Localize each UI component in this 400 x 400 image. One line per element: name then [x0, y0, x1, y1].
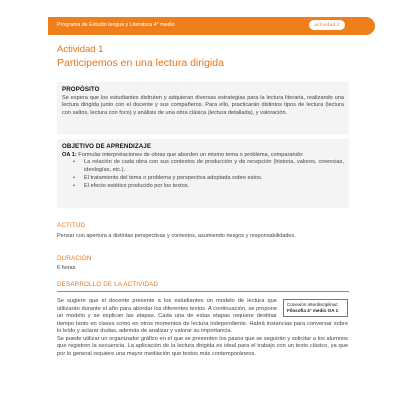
activity-number: Actividad 1	[57, 44, 104, 55]
proposito-text: Se espera que los estudiantes disfruten y adquieran diversas estrategias para la lectura literaria, realizando una lectura dirigida junto con el docente y sus compañeros. Para ello, practicarán distintos tipos de lectura (lectura con saltos, lectura con foco) y análisis de una obra clásica (lectura detallada), y valoración.	[62, 94, 344, 117]
section-divider	[57, 291, 349, 292]
desarrollo-body	[57, 298, 348, 358]
desarrollo-paragraph: Se puede utilizar un organizador gráfico en el que se presenten los pasos que se seguirán y solicitar a los alumnos que registren la secuencia. La aplicación de la lectura dirigida es ideal para el trabajo con un texto clásico, ya que por lo general requiere una mayor mediación que textos más contemporáneos.	[57, 335, 348, 357]
oa-text: Formular interpretaciones de obras que aborden un mismo tema o problema, comparando:	[78, 151, 304, 158]
page-header	[0, 0, 400, 40]
oa-item: • La relación de cada obra con sus contextos de producción y de recepción (historia, valores, creencias, ideologías, etc.).	[84, 159, 344, 175]
duracion-text: 6 horas	[57, 265, 76, 271]
oa-item: • El tratamiento del tema o problema y perspectiva adoptada sobre estos.	[84, 175, 344, 183]
oa-item: • El efecto estético producido por los textos.	[84, 183, 344, 191]
duracion-heading: DURACIÓN	[57, 255, 92, 262]
interdisciplinary-value: Filosofía 4° medio OA 1	[287, 308, 339, 313]
activity-title: Participemos en una lectura dirigida	[57, 57, 224, 69]
proposito-heading: PROPÓSITO	[62, 86, 100, 93]
oa-list	[62, 159, 344, 190]
program-title: Programa de Estudio lengua y Literatura 4° medio	[57, 22, 175, 28]
objetivo-heading: OBJETIVO DE APRENDIZAJE	[62, 143, 152, 150]
objetivo-box	[57, 139, 349, 208]
desarrollo-heading: DESARROLLO DE LA ACTIVIDAD	[57, 281, 159, 288]
interdisciplinary-label: Conexión interdisciplinar:	[287, 302, 339, 307]
interdisciplinary-box	[283, 299, 348, 317]
desarrollo-paragraph: Se sugiere que el docente presente a los estudiantes un modelo de lectura que utilizarán durante el año para abordar los diferentes textos. A continuación, se propone un modelo y se explican las etapas. Cada una de estas etapas requiere destinar tiempo tanto en clases como en otros momentos de lectura independiente. Habrá instancias para conversar sobre lo leído y aclarar dudas, además de analizar y valorar su importancia.	[57, 298, 348, 334]
actitud-text: Pensar con apertura a distintas perspectivas y contextos, asumiendo riesgos y responsabilidades.	[57, 233, 296, 239]
oa-statement	[62, 152, 344, 160]
actitud-heading: ACTITUD	[57, 222, 86, 229]
oa-label: OA 1:	[62, 151, 77, 158]
proposito-box	[57, 82, 349, 134]
activity-badge: actividad 1	[309, 20, 345, 30]
